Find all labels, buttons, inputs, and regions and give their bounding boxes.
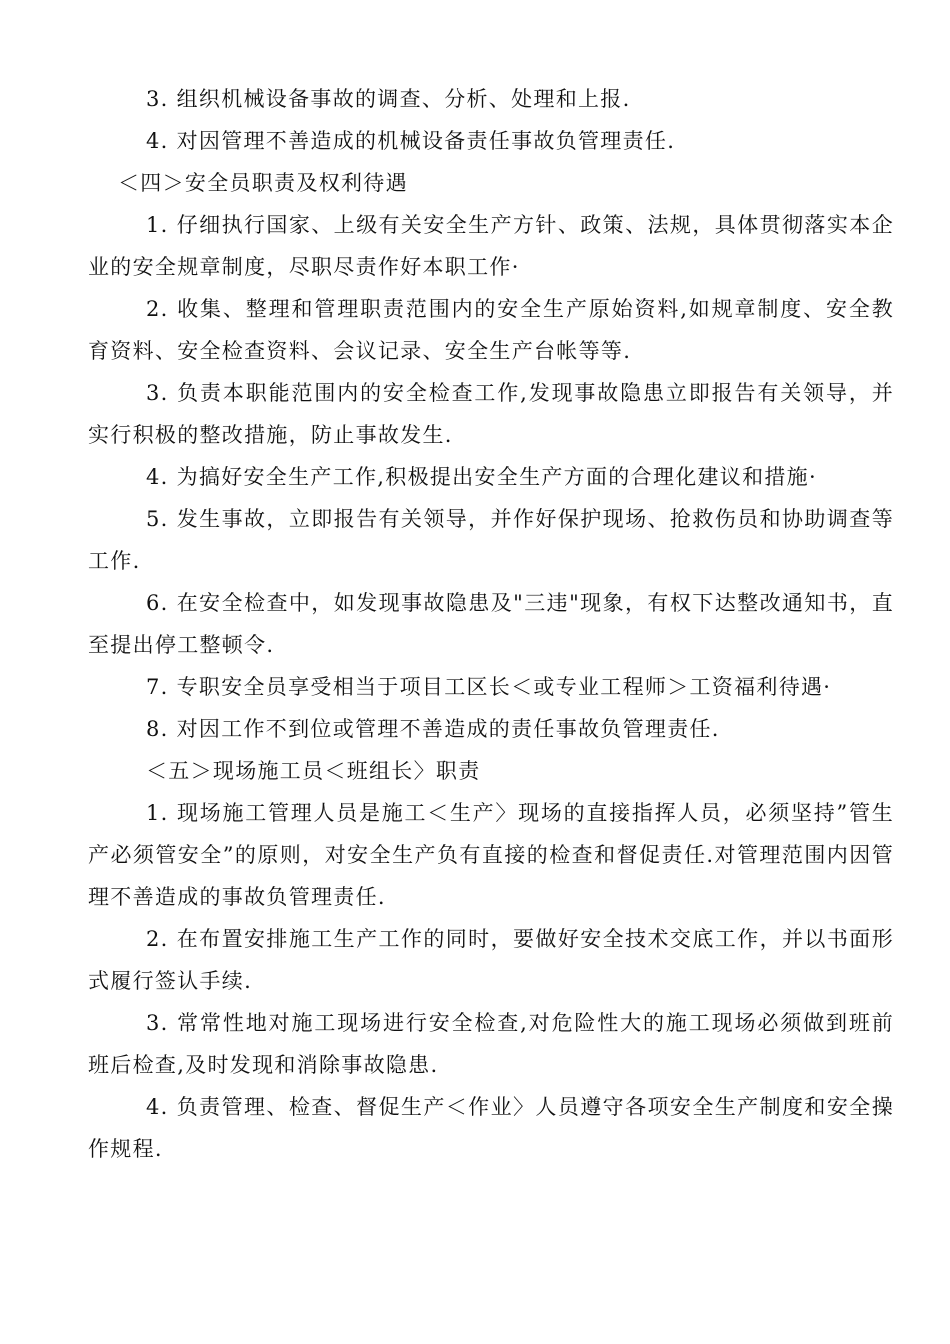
item-3-accident-investigation: 3. 组织机械设备事故的调查、分析、处理和上报. — [146, 87, 631, 111]
safety-officer-item-8: 8. 对因工作不到位或管理不善造成的责任事故负管理责任. — [146, 717, 720, 741]
safety-officer-item-1: 1. 仔细执行国家、上级有关安全生产方针、政策、法规，具体贯彻落实本企业的安全规章制度，尽职尽责作好本职工作· — [88, 213, 894, 279]
safety-officer-item-6: 6. 在安全检查中，如发现事故隐患及"三违"现象，有权下达整改通知书，直至提出停工整顿令. — [88, 591, 894, 657]
site-supervisor-item-4: 4. 负责管理、检查、督促生产＜作业〉人员遵守各项安全生产制度和安全操作规程. — [88, 1095, 894, 1161]
safety-officer-item-5: 5. 发生事故，立即报告有关领导，并作好保护现场、抢救伤员和协助调查等工作. — [88, 507, 894, 573]
safety-officer-item-7: 7. 专职安全员享受相当于项目工区长＜或专业工程师＞工资福利待遇· — [146, 675, 832, 699]
item-4-management-responsibility: 4. 对因管理不善造成的机械设备责任事故负管理责任. — [146, 129, 676, 153]
site-supervisor-item-2: 2. 在布置安排施工生产工作的同时，要做好安全技术交底工作，并以书面形式履行签认手续. — [88, 927, 894, 993]
site-supervisor-item-3: 3. 常常性地对施工现场进行安全检查,对危险性大的施工现场必须做到班前班后检查,及时发现和消除事故隐患. — [88, 1011, 894, 1077]
safety-officer-item-4: 4. 为搞好安全生产工作,积极提出安全生产方面的合理化建议和措施· — [146, 465, 817, 489]
section-4-heading: ＜四＞安全员职责及权利待遇 — [118, 171, 408, 195]
safety-officer-item-2: 2. 收集、整理和管理职责范围内的安全生产原始资料,如规章制度、安全教育资料、安全检查资料、会议记录、安全生产台帐等等. — [88, 297, 894, 363]
safety-officer-item-3: 3. 负责本职能范围内的安全检查工作,发现事故隐患立即报告有关领导，并实行积极的整改措施，防止事故发生. — [88, 381, 894, 447]
section-5-heading: ＜五＞现场施工员＜班组长〉职责 — [146, 759, 481, 783]
document-page — [88, 78, 894, 1170]
site-supervisor-item-1: 1. 现场施工管理人员是施工＜生产〉现场的直接指挥人员，必须坚持”管生产必须管安全”的原则，对安全生产负有直接的检查和督促责任.对管理范围内因管理不善造成的事故负管理责任. — [88, 801, 894, 909]
